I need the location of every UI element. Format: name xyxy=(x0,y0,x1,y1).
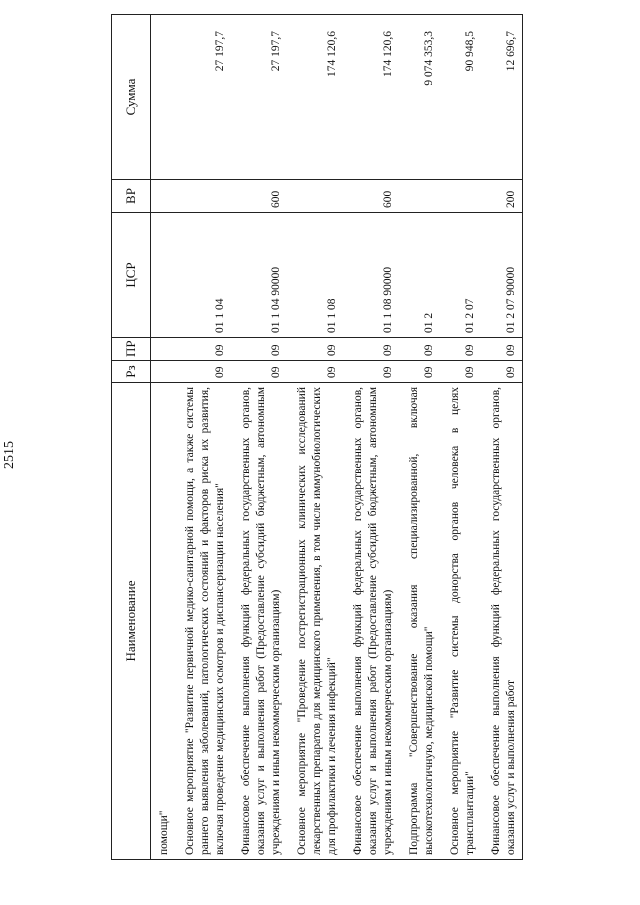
cell-sum: 174 120,6 xyxy=(287,15,343,180)
cell-sum: 174 120,6 xyxy=(343,15,399,180)
cell-sum: 90 948,5 xyxy=(440,15,481,180)
table-row xyxy=(399,15,440,860)
cell-vr: 200 xyxy=(481,180,523,213)
cell-sum xyxy=(151,15,176,180)
cell-name: Финансовое обеспечение выполнения функций федеральных государственных органов, оказания услуг и выполнения работ (Предоставление субсидий бюджетным, автономным учреждениям и иным некоммерческим организациям) xyxy=(343,383,399,860)
cell-csr: 01 1 04 xyxy=(175,213,231,338)
cell-rz: 09 xyxy=(440,361,481,383)
cell-rz: 09 xyxy=(399,361,440,383)
header-sum: Сумма xyxy=(112,15,151,180)
table-row xyxy=(231,15,287,860)
cell-vr xyxy=(440,180,481,213)
cell-name: Финансовое обеспечение выполнения функций федеральных государственных органов, оказания услуг и выполнения работ xyxy=(481,383,523,860)
header-pr: ПР xyxy=(112,338,151,361)
cell-name: помощи" xyxy=(151,383,176,860)
table-row xyxy=(151,15,176,860)
cell-pr: 09 xyxy=(399,338,440,361)
cell-pr xyxy=(151,338,176,361)
cell-name: Финансовое обеспечение выполнения функций федеральных государственных органов, оказания услуг и выполнения работ (Предоставление субсидий бюджетным, автономным учреждениям и иным некоммерческим организациям) xyxy=(231,383,287,860)
cell-rz: 09 xyxy=(343,361,399,383)
cell-vr xyxy=(399,180,440,213)
cell-rz xyxy=(151,361,176,383)
cell-name: Подпрограмма "Совершенствование оказания специализированной, включая высокотехнологичную, медицинской помощи" xyxy=(399,383,440,860)
cell-vr: 600 xyxy=(343,180,399,213)
cell-sum: 12 696,7 xyxy=(481,15,523,180)
cell-csr: 01 1 08 xyxy=(287,213,343,338)
cell-vr: 600 xyxy=(231,180,287,213)
header-csr: ЦСР xyxy=(112,213,151,338)
table-row xyxy=(175,15,231,860)
cell-pr: 09 xyxy=(231,338,287,361)
cell-csr: 01 2 xyxy=(399,213,440,338)
cell-vr xyxy=(175,180,231,213)
table-row xyxy=(440,15,481,860)
cell-csr: 01 1 04 90000 xyxy=(231,213,287,338)
header-name: Наименование xyxy=(112,383,151,860)
cell-pr: 09 xyxy=(343,338,399,361)
cell-vr xyxy=(151,180,176,213)
cell-pr: 09 xyxy=(481,338,523,361)
cell-sum: 9 074 353,3 xyxy=(399,15,440,180)
cell-rz: 09 xyxy=(231,361,287,383)
table-row xyxy=(481,15,523,860)
cell-pr: 09 xyxy=(287,338,343,361)
cell-csr xyxy=(151,213,176,338)
cell-rz: 09 xyxy=(175,361,231,383)
cell-csr: 01 2 07 90000 xyxy=(481,213,523,338)
budget-table-rotated xyxy=(111,15,601,860)
page-number-text: 2515 xyxy=(2,441,17,469)
table-row xyxy=(287,15,343,860)
header-rz: Рз xyxy=(112,361,151,383)
page-number xyxy=(0,441,20,469)
cell-sum: 27 197,7 xyxy=(175,15,231,180)
cell-csr: 01 1 08 90000 xyxy=(343,213,399,338)
cell-rz: 09 xyxy=(287,361,343,383)
cell-csr: 01 2 07 xyxy=(440,213,481,338)
cell-name: Основное мероприятие "Развитие первичной медико-санитарной помощи, а также системы раннего выявления заболеваний, патологических состояний и факторов риска их развития, включая проведение медицинских осмотров и диспансеризации населения" xyxy=(175,383,231,860)
cell-sum: 27 197,7 xyxy=(231,15,287,180)
cell-pr: 09 xyxy=(175,338,231,361)
cell-rz: 09 xyxy=(481,361,523,383)
cell-name: Основное мероприятие "Развитие системы донорства органов человека в целях трансплантации" xyxy=(440,383,481,860)
table-row xyxy=(343,15,399,860)
budget-table xyxy=(111,14,523,860)
header-vr: ВР xyxy=(112,180,151,213)
header-row xyxy=(112,15,151,860)
cell-vr xyxy=(287,180,343,213)
cell-name: Основное мероприятие "Проведение пострегистрационных клинических исследований лекарственных препаратов для медицинского применения, в том числе иммунобиологических для профилактики и лечения инфекций" xyxy=(287,383,343,860)
cell-pr: 09 xyxy=(440,338,481,361)
